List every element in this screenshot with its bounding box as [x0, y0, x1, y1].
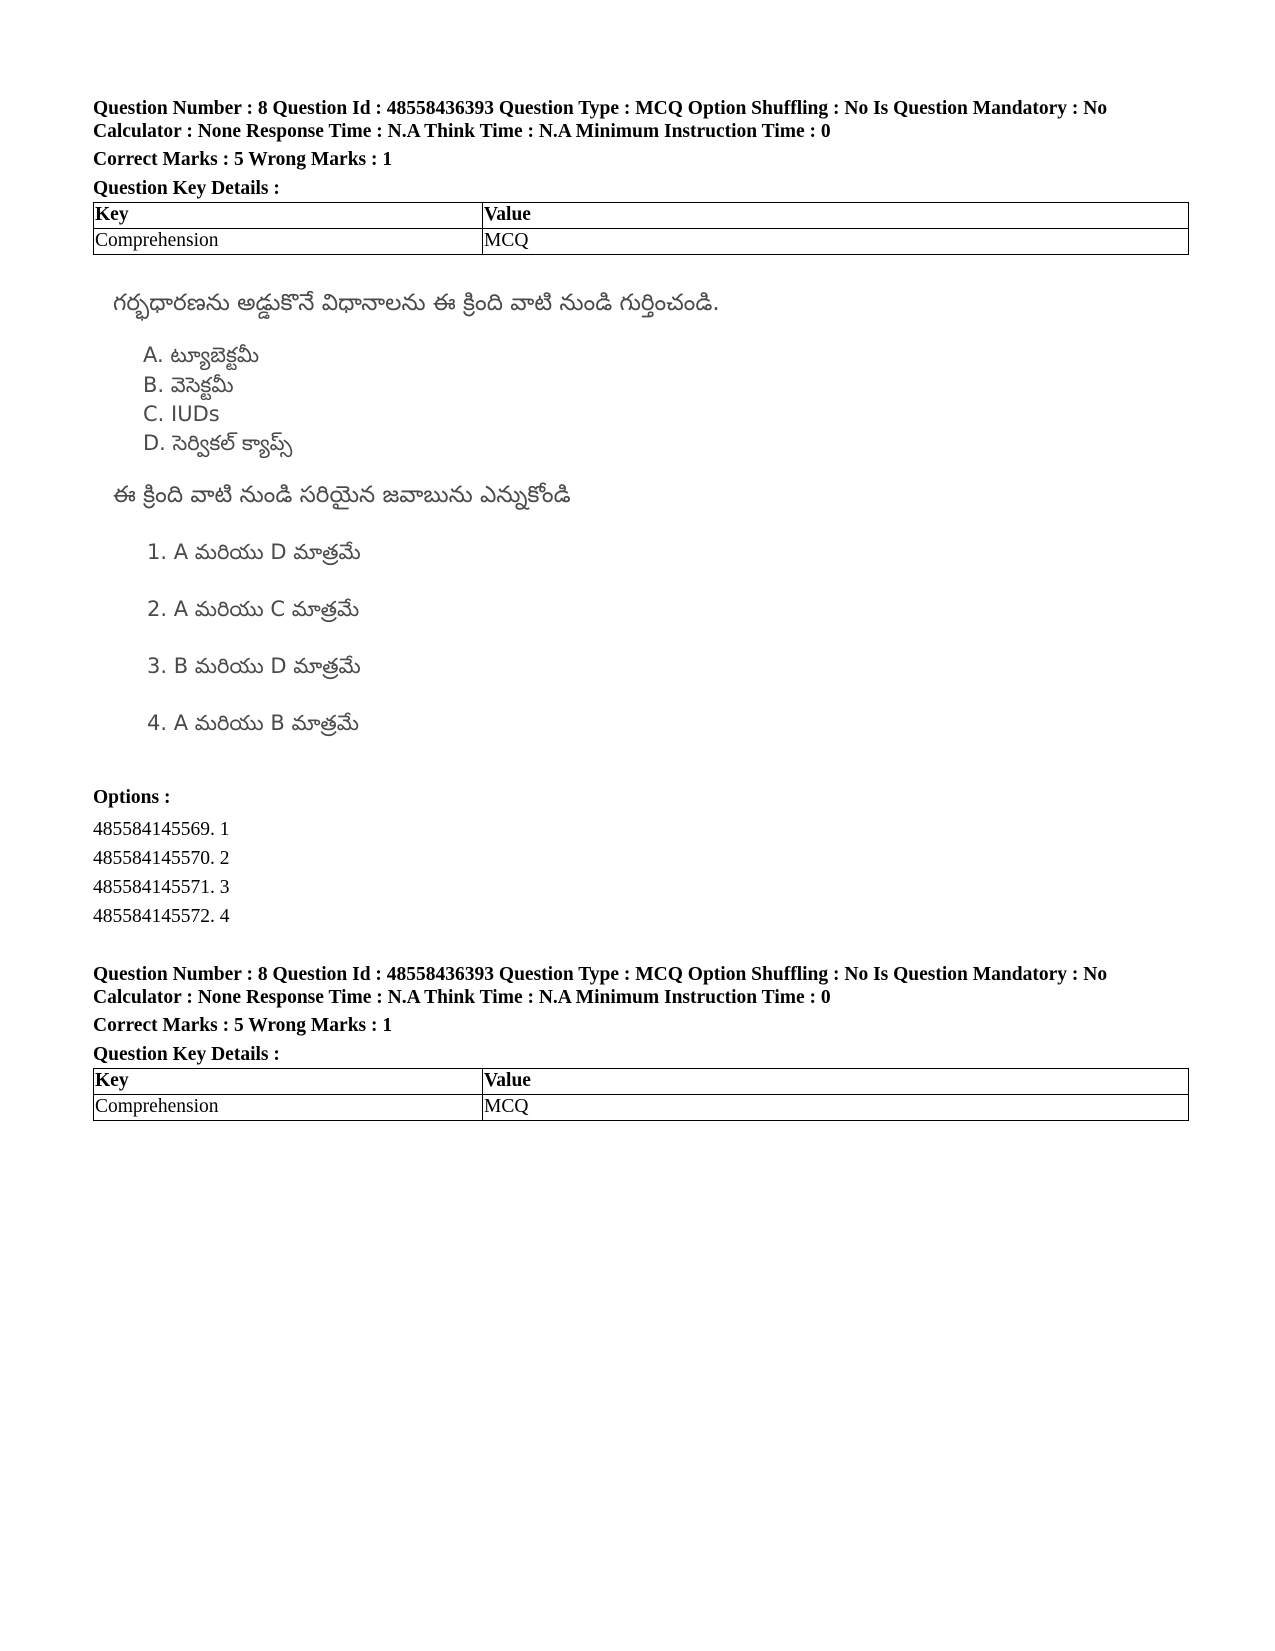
- marks-line: Correct Marks : 5 Wrong Marks : 1: [93, 149, 393, 170]
- table-header-row: [94, 203, 1189, 229]
- table-cell-value: MCQ: [483, 229, 1189, 255]
- table-header-value: Value: [483, 1069, 1189, 1095]
- table-cell-value: MCQ: [483, 1095, 1189, 1121]
- table-cell-key: Comprehension: [94, 229, 483, 255]
- question-image: [113, 290, 873, 760]
- table-cell-key: Comprehension: [94, 1095, 483, 1121]
- question-block-2: [93, 963, 1189, 1121]
- option-item: 485584145569. 1: [93, 819, 230, 840]
- key-details-label: Question Key Details :: [93, 1044, 280, 1065]
- options-label: Options :: [93, 787, 171, 808]
- table-row: [94, 229, 1189, 255]
- key-details-table: [93, 1068, 1189, 1121]
- question-choice-1: 1. A మరియు D మాత్రమే: [147, 540, 361, 564]
- question-item-c: C. IUDs: [143, 402, 220, 426]
- question-header-line1: Question Number : 8 Question Id : 48558436393 Question Type : MCQ Option Shuffling : No Is Question Mandatory : No: [93, 98, 1108, 119]
- table-header-value: Value: [483, 203, 1189, 229]
- marks-line: Correct Marks : 5 Wrong Marks : 1: [93, 1015, 393, 1036]
- table-header-key: Key: [94, 203, 483, 229]
- option-item: 485584145572. 4: [93, 906, 230, 927]
- question-instruction: ఈ క్రింది వాటి నుండి సరియైన జవాబును ఎన్నుకోండి: [113, 482, 571, 508]
- question-choice-3: 3. B మరియు D మాత్రమే: [147, 654, 361, 678]
- question-item-d: D. సెర్వికల్ క్యాప్స్: [143, 431, 293, 455]
- question-item-a: A. ట్యూబెక్టమీ: [143, 343, 260, 367]
- question-block-1: [93, 97, 1189, 255]
- question-header-line1: Question Number : 8 Question Id : 48558436393 Question Type : MCQ Option Shuffling : No Is Question Mandatory : No: [93, 964, 1108, 985]
- question-choice-4: 4. A మరియు B మాత్రమే: [147, 711, 359, 735]
- option-item: 485584145570. 2: [93, 848, 230, 869]
- key-details-label: Question Key Details :: [93, 178, 280, 199]
- table-header-key: Key: [94, 1069, 483, 1095]
- table-row: [94, 1095, 1189, 1121]
- table-header-row: [94, 1069, 1189, 1095]
- question-choice-2: 2. A మరియు C మాత్రమే: [147, 597, 360, 621]
- question-stem: గర్భధారణను అడ్డుకొనే విధానాలను ఈ క్రింది వాటి నుండి గుర్తించండి.: [113, 290, 720, 316]
- question-header-line2: Calculator : None Response Time : N.A Think Time : N.A Minimum Instruction Time : 0: [93, 121, 831, 142]
- options-list: [93, 815, 230, 931]
- question-item-b: B. వెసెక్టమీ: [143, 373, 234, 397]
- option-item: 485584145571. 3: [93, 877, 230, 898]
- question-header-line2: Calculator : None Response Time : N.A Think Time : N.A Minimum Instruction Time : 0: [93, 987, 831, 1008]
- key-details-table: [93, 202, 1189, 255]
